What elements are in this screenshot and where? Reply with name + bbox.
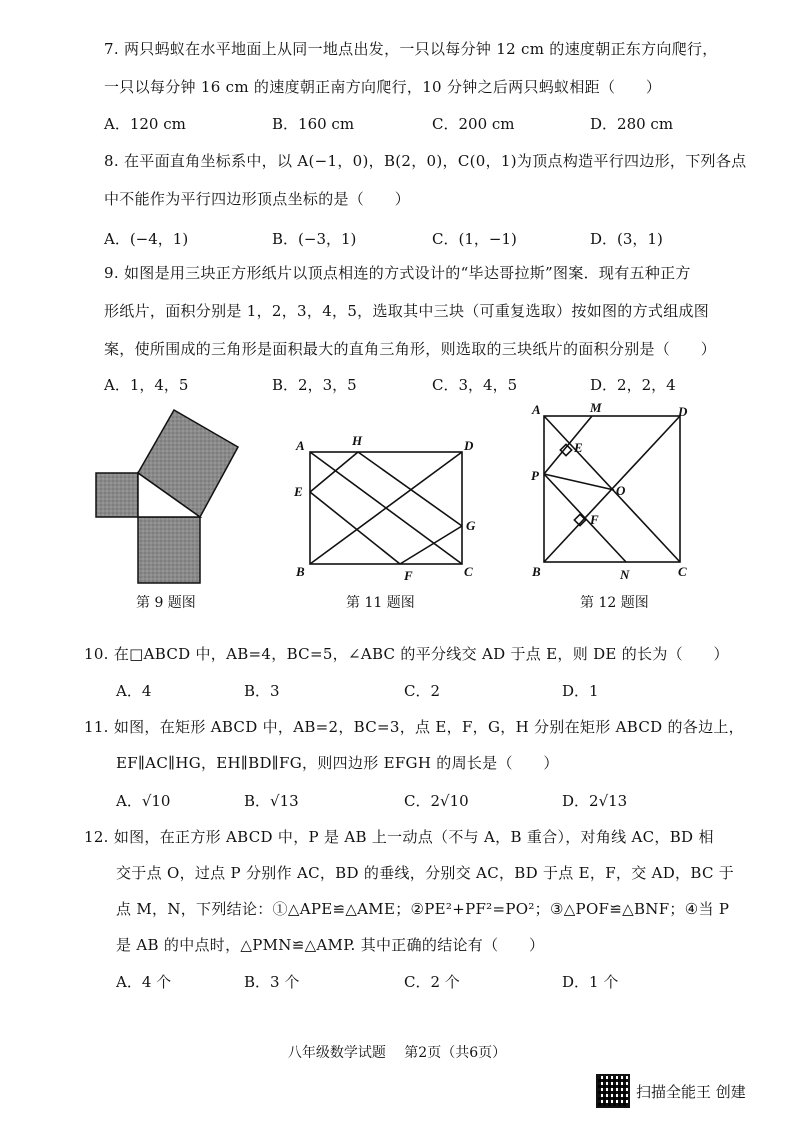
q10-option-b: B．3 xyxy=(244,682,280,700)
label-e: E xyxy=(294,484,303,499)
q8-option-d: D．(3，1) xyxy=(590,230,663,248)
q7-option-a: A．120 cm xyxy=(104,115,186,133)
label-p: P xyxy=(531,468,539,483)
label-g: G xyxy=(466,518,476,533)
q9-option-a: A．1，4，5 xyxy=(104,376,189,394)
label-d: D xyxy=(464,438,474,453)
q11-line2: EF∥AC∥HG，EH∥BD∥FG，则四边形 EFGH 的周长是（ ） xyxy=(116,754,559,772)
q7-line2: 一只以每分钟 16 cm 的速度朝正南方向爬行，10 分钟之后两只蚂蚁相距（ ） xyxy=(104,78,662,96)
label-m: M xyxy=(590,400,602,415)
q8-line1: 8. 在平面直角坐标系中，以 A(−1，0)，B(2，0)，C(0，1)为顶点构造平行四边形，下列各点 xyxy=(104,152,747,170)
bottom-square xyxy=(138,517,200,583)
q9-line3: 案，使所围成的三角形是面积最大的直角三角形，则选取的三块纸片的面积分别是（ ） xyxy=(104,340,717,358)
q9-option-b: B．2，3，5 xyxy=(272,376,357,394)
q8-option-c: C．(1，−1) xyxy=(432,230,517,248)
q11-option-a: A．√10 xyxy=(116,792,171,810)
watermark-text: 扫描全能王 创建 xyxy=(636,1082,746,1101)
q12-line2: 交于点 O，过点 P 分别作 AC，BD 的垂线，分别交 AC，BD 于点 E，F，交 AD，BC 于 xyxy=(116,864,735,882)
label-b: B xyxy=(296,564,305,579)
q7-line1: 7. 两只蚂蚁在水平地面上从同一地点出发，一只以每分钟 12 cm 的速度朝正东方向爬行， xyxy=(104,40,718,58)
q10-option-a: A．4 xyxy=(116,682,152,700)
q7-option-b: B．160 cm xyxy=(272,115,355,133)
figure-12-square xyxy=(528,398,708,584)
q12-option-b: B．3 个 xyxy=(244,973,300,991)
q7-option-c: C．200 cm xyxy=(432,115,515,133)
scanner-watermark xyxy=(596,1074,746,1108)
label-n: N xyxy=(620,567,630,582)
qr-code-icon xyxy=(596,1074,630,1108)
label-f: F xyxy=(590,512,599,527)
q11-option-d: D．2√13 xyxy=(562,792,628,810)
figure-9-caption: 第 9 题图 xyxy=(136,595,196,611)
figure-9-pythagoras xyxy=(92,404,242,584)
label-e: E xyxy=(574,440,583,455)
q12-option-c: C．2 个 xyxy=(404,973,460,991)
q10-line1: 10. 在□ABCD 中，AB=4，BC=5，∠ABC 的平分线交 AD 于点 E，则 DE 的长为（ ） xyxy=(84,645,729,663)
label-a: A xyxy=(532,402,541,417)
label-f: F xyxy=(404,568,413,583)
q12-option-d: D．1 个 xyxy=(562,973,619,991)
q8-line2: 中不能作为平行四边形顶点坐标的是（ ） xyxy=(104,190,411,208)
q11-option-c: C．2√10 xyxy=(404,792,469,810)
q9-option-d: D．2，2，4 xyxy=(590,376,676,394)
page-footer: 八年级数学试题 第2页（共6页） xyxy=(287,1045,507,1061)
q10-option-c: C．2 xyxy=(404,682,441,700)
label-c: C xyxy=(678,564,687,579)
q8-option-b: B．(−3，1) xyxy=(272,230,357,248)
q11-option-b: B．√13 xyxy=(244,792,299,810)
label-a: A xyxy=(296,438,305,453)
label-b: B xyxy=(532,564,541,579)
q12-option-a: A．4 个 xyxy=(116,973,172,991)
q7-option-d: D．280 cm xyxy=(590,115,674,133)
q12-line3: 点 M，N，下列结论：①△APE≌△AME；②PE²+PF²=PO²；③△POF≌△BNF；④当 P xyxy=(116,900,730,918)
q9-option-c: C．3，4，5 xyxy=(432,376,518,394)
label-h: H xyxy=(352,433,363,448)
figure-12-caption: 第 12 题图 xyxy=(580,595,649,611)
figure-11-caption: 第 11 题图 xyxy=(346,595,415,611)
q10-option-d: D．1 xyxy=(562,682,599,700)
q8-option-a: A．(−4，1) xyxy=(104,230,189,248)
q12-line1: 12. 如图，在正方形 ABCD 中，P 是 AB 上一动点（不与 A，B 重合），对角线 AC，BD 相 xyxy=(84,828,714,846)
label-o: O xyxy=(616,483,626,498)
q12-line4: 是 AB 的中点时，△PMN≌△AMP. 其中正确的结论有（ ） xyxy=(116,936,545,954)
q9-line2: 形纸片，面积分别是 1，2，3，4，5，选取其中三块（可重复选取）按如图的方式组成图 xyxy=(104,302,710,320)
figure-11-rectangle xyxy=(290,430,490,584)
label-c: C xyxy=(464,564,473,579)
label-d: D xyxy=(678,404,688,419)
small-square xyxy=(96,473,138,517)
q11-line1: 11. 如图，在矩形 ABCD 中，AB=2，BC=3，点 E，F，G，H 分别在矩形 ABCD 的各边上， xyxy=(84,718,744,736)
q9-line1: 9. 如图是用三块正方形纸片以顶点相连的方式设计的“毕达哥拉斯”图案．现有五种正方 xyxy=(104,264,691,282)
